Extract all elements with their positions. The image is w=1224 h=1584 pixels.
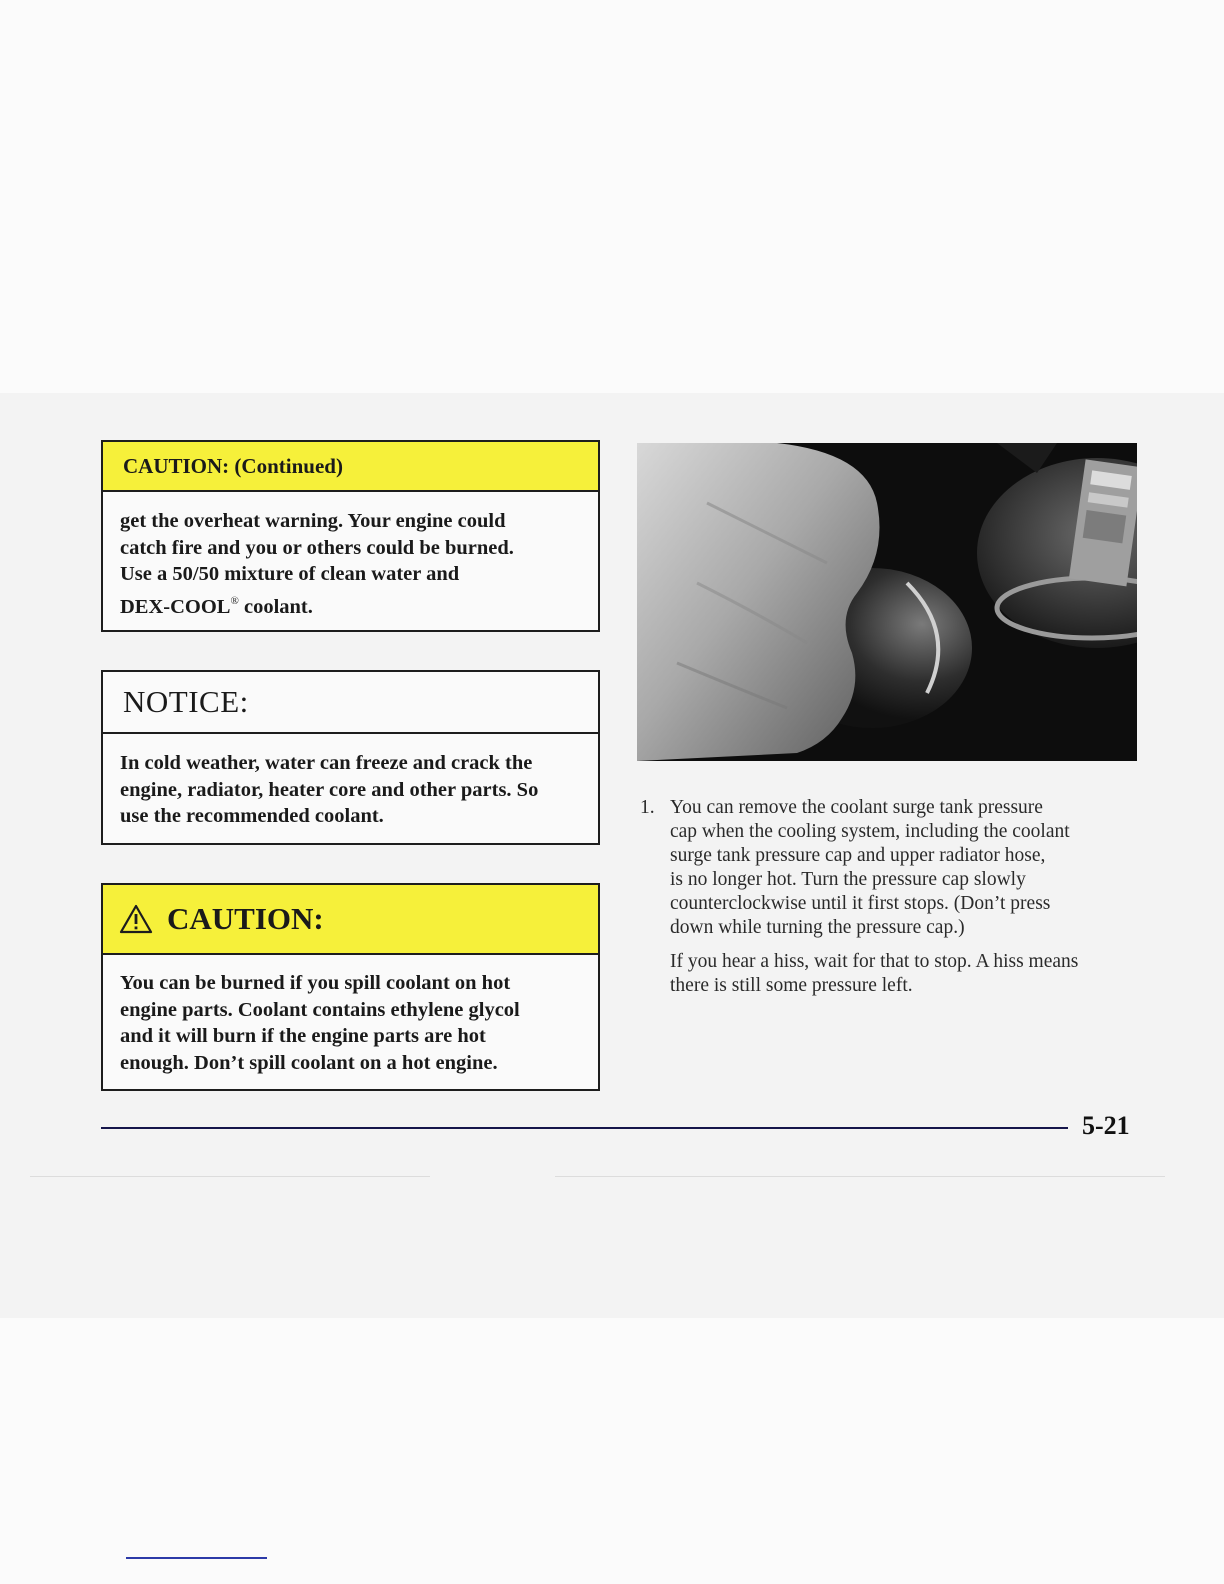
notice-header	[103, 672, 598, 734]
scan-artifact-line	[30, 1176, 430, 1177]
step-line: counterclockwise until it first stops. (Don’t press	[670, 893, 1051, 914]
caution-header	[103, 885, 598, 955]
notice-line: use the recommended coolant.	[120, 805, 384, 827]
caution-box	[101, 883, 600, 1091]
step-paragraph-1	[670, 796, 1140, 940]
caution-continued-line: catch fire and you or others could be burned.	[120, 536, 514, 559]
caution-title: CAUTION:	[167, 901, 324, 936]
caution-line: and it will burn if the engine parts are hot	[120, 1025, 486, 1047]
scan-artifact-line	[555, 1176, 1165, 1177]
page-number: 5-21	[1082, 1111, 1130, 1140]
caution-continued-header	[103, 442, 598, 492]
warning-triangle-icon	[119, 904, 153, 934]
caution-continued-line: Use a 50/50 mixture of clean water and	[120, 563, 460, 585]
registered-mark: ®	[230, 594, 239, 607]
step-number: 1.	[640, 797, 655, 818]
caution-continued-line	[120, 588, 580, 621]
step-paragraph-2	[670, 950, 1140, 998]
caution-line: You can be burned if you spill coolant on hot	[120, 972, 511, 994]
bottom-scan-rule	[126, 1557, 267, 1559]
step-line: cap when the cooling system, including the coolant	[670, 821, 1070, 842]
step-line: You can remove the coolant surge tank pressure	[670, 797, 1043, 818]
caution-continued-body	[103, 492, 598, 620]
step-line: surge tank pressure cap and upper radiator hose,	[670, 845, 1046, 866]
caution-line: enough. Don’t spill coolant on a hot engine.	[120, 1051, 498, 1074]
notice-box	[101, 670, 600, 845]
caution-continued-box	[101, 440, 600, 632]
caution-body	[103, 955, 598, 1076]
caution-line: engine parts. Coolant contains ethylene glycol	[120, 998, 520, 1021]
step-line: there is still some pressure left.	[670, 975, 913, 996]
notice-line: In cold weather, water can freeze and crack the	[120, 752, 533, 774]
caution-continued-title: CAUTION: (Continued)	[123, 453, 343, 478]
caution-continued-line: get the overheat warning. Your engine could	[120, 510, 506, 532]
notice-title: NOTICE:	[123, 684, 249, 719]
pressure-cap-photo-illustration	[637, 443, 1137, 761]
footer-rule	[101, 1127, 1068, 1129]
notice-body	[103, 734, 598, 830]
step-1	[640, 796, 1140, 1008]
step-line: If you hear a hiss, wait for that to stop. A hiss means	[670, 951, 1079, 972]
product-name: DEX-COOL	[120, 595, 231, 618]
step-line: down while turning the pressure cap.)	[670, 917, 965, 938]
caution-continued-line-end: coolant.	[238, 595, 313, 618]
pressure-cap-photo	[637, 443, 1137, 761]
step-line: is no longer hot. Turn the pressure cap slowly	[670, 869, 1026, 890]
notice-line: engine, radiator, heater core and other parts. So	[120, 778, 539, 801]
step-text	[670, 796, 1140, 998]
